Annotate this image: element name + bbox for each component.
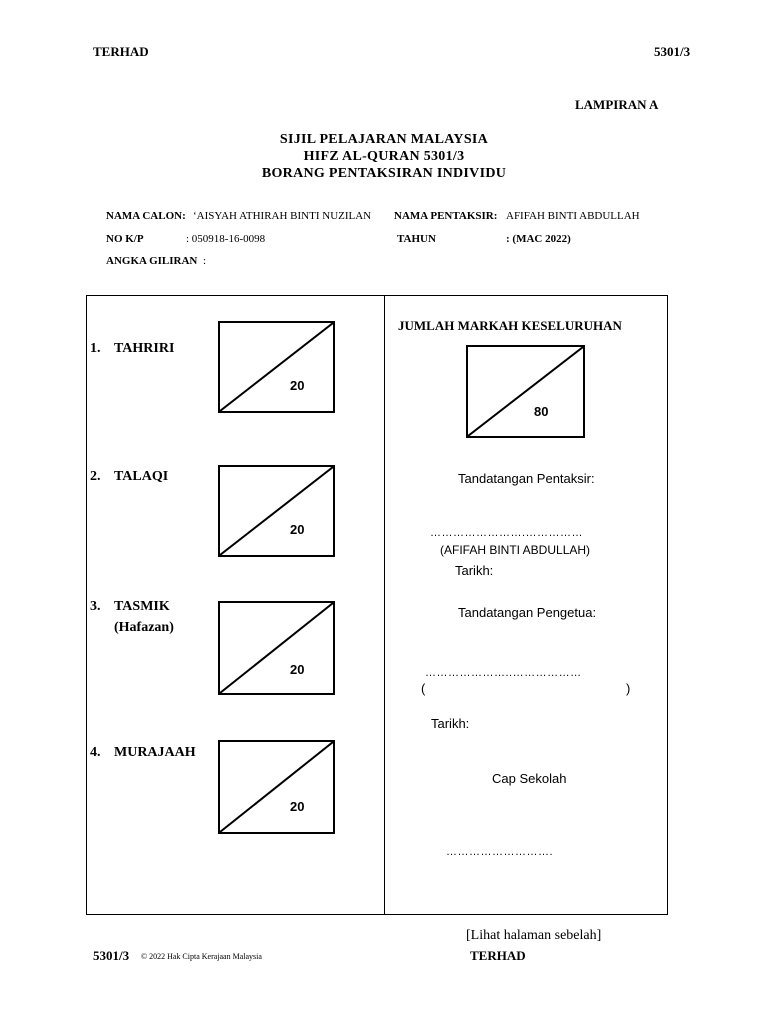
- footer-paper-code: 5301/3: [93, 948, 130, 963]
- mark-box-diagonal: [220, 467, 333, 555]
- frame-divider: [384, 295, 385, 915]
- lampiran-label: LAMPIRAN A: [575, 97, 659, 112]
- title-line-1: SIJIL PELAJARAN MALAYSIA: [279, 132, 489, 147]
- component-2-number: 2.: [90, 469, 101, 484]
- mark-box-diagonal: [220, 742, 333, 832]
- tahun-label: TAHUN: [397, 233, 436, 245]
- mark-box-diagonal: [468, 347, 583, 436]
- component-3-max-mark: 20: [290, 662, 305, 677]
- component-1-name: TAHRIRI: [114, 341, 175, 356]
- nama-calon-value: ‘AISYAH ATHIRAH BINTI NUZILAN: [193, 210, 372, 222]
- nama-pentaksir-label: NAMA PENTAKSIR:: [394, 210, 498, 222]
- component-2-max-mark: 20: [290, 522, 305, 537]
- component-2-name: TALAQI: [114, 469, 169, 484]
- component-3-subname: (Hafazan): [114, 620, 174, 635]
- component-4-number: 4.: [90, 745, 101, 760]
- total-max-mark: 80: [534, 404, 549, 419]
- title-line-3: BORANG PENTAKSIRAN INDIVIDU: [261, 166, 507, 181]
- component-3-mark-box[interactable]: [218, 601, 335, 695]
- header-classification: TERHAD: [93, 44, 149, 59]
- component-4-mark-box[interactable]: [218, 740, 335, 834]
- nama-calon-label: NAMA CALON:: [106, 210, 186, 222]
- angka-giliran-label: ANGKA GILIRAN: [106, 255, 198, 267]
- pentaksir-signature-label: Tandatangan Pentaksir:: [458, 471, 595, 486]
- title-line-2: HIFZ AL-QURAN 5301/3: [303, 149, 465, 164]
- component-1-number: 1.: [90, 341, 101, 356]
- pengetua-name-close-paren: ): [626, 681, 631, 696]
- total-mark-box[interactable]: [466, 345, 585, 438]
- cap-sekolah-label: Cap Sekolah: [492, 771, 567, 786]
- component-2-mark-box[interactable]: [218, 465, 335, 557]
- component-3-number: 3.: [90, 599, 101, 614]
- cap-sekolah-line[interactable]: ……………………….: [446, 846, 554, 858]
- component-4-name: MURAJAAH: [114, 745, 196, 760]
- next-page-note: [Lihat halaman sebelah]: [466, 928, 602, 943]
- component-3-name: TASMIK: [114, 599, 170, 614]
- nokp-label: NO K/P: [106, 233, 144, 245]
- footer-copyright: © 2022 Hak Cipta Kerajaan Malaysia: [141, 952, 262, 961]
- pentaksir-signature-line[interactable]: …………………….……………: [430, 527, 584, 539]
- tarikh-pentaksir: Tarikh:: [455, 563, 494, 578]
- pengetua-name-open-paren: (: [421, 681, 426, 696]
- component-1-mark-box[interactable]: [218, 321, 335, 413]
- header-paper-code: 5301/3: [654, 44, 691, 59]
- pengetua-signature-line[interactable]: …………………..………………: [425, 667, 582, 679]
- footer-classification: TERHAD: [470, 948, 526, 963]
- total-label: JUMLAH MARKAH KESELURUHAN: [398, 318, 622, 333]
- tahun-value: : (MAC 2022): [506, 233, 571, 245]
- pengetua-signature-label: Tandatangan Pengetua:: [458, 605, 597, 620]
- component-4-max-mark: 20: [290, 799, 305, 814]
- pentaksir-name: (AFIFAH BINTI ABDULLAH): [440, 543, 591, 557]
- nama-pentaksir-value: AFIFAH BINTI ABDULLAH: [506, 210, 640, 222]
- nokp-value: : 050918-16-0098: [186, 233, 266, 245]
- mark-box-diagonal: [220, 323, 333, 411]
- angka-giliran-value: :: [203, 255, 207, 267]
- component-1-max-mark: 20: [290, 378, 305, 393]
- tarikh-pengetua: Tarikh:: [431, 716, 470, 731]
- mark-box-diagonal: [220, 603, 333, 693]
